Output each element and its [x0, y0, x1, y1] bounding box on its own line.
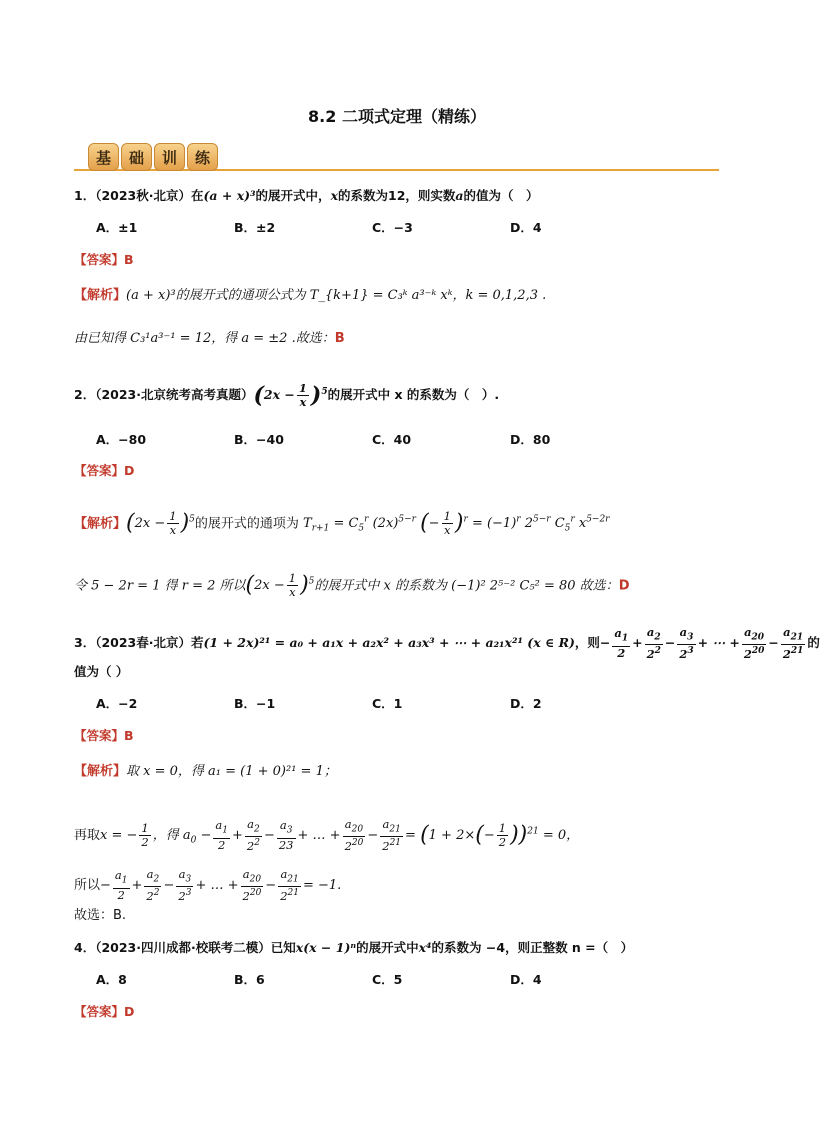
q1-option-a: A．±1 — [96, 220, 138, 235]
q4-option-c: C．5 — [372, 972, 403, 987]
banner-char-4: 练 — [187, 143, 218, 171]
q4-options — [96, 970, 716, 988]
q3-option-c: C．1 — [372, 696, 403, 711]
q3-analysis: 【解析】取 x = 0，得 a₁ = (1 + 0)²¹ = 1； — [74, 764, 337, 779]
page-title: 8.2 二项式定理（精练） — [308, 107, 486, 126]
q1-option-c: C．−3 — [372, 220, 413, 235]
q1-analysis: 【解析】(a + x)³的展开式的通项公式为 T_{k+1} = C₃ᵏ a³⁻ᵏ xᵏ，k = 0,1,2,3 . — [74, 288, 547, 303]
q1-option-b: B．±2 — [234, 220, 276, 235]
section-banner — [74, 140, 719, 174]
q4-answer: 【答案】D — [74, 1004, 135, 1019]
q3-option-a: A．−2 — [96, 696, 138, 711]
q2-options — [96, 430, 716, 448]
q3-option-d: D．2 — [510, 696, 542, 711]
q1-option-d: D．4 — [510, 220, 542, 235]
q1-options — [96, 218, 716, 236]
q2-stem: 2．（2023·北京统考高考真题）(2x − $\frac{1}{x}$ )$^5$的展开式中 x 的系数为（ ）. — [74, 381, 500, 410]
q4-option-b: B．6 — [234, 972, 265, 987]
q1-step2: 由已知得 C₃¹a³⁻¹ = 12，得 a = ±2 .故选：B — [74, 331, 345, 346]
q2-answer: 【答案】D — [74, 463, 135, 478]
q2-option-c: C．40 — [372, 432, 412, 447]
q3-stem-line2: 值为（ ） — [74, 664, 129, 679]
q3-answer: 【答案】B — [74, 728, 134, 743]
q2-analysis: 【解析】(2x − $\frac{1}{x}$ )$^5$的展开式的通项为 $T_{r+1} = C_5^r$ $(2x)^{5-r}$ (− $\frac{1}{x}$ )$^r = (-1)^r$ $2^{5-r}$ $C_5^r$ $x^{5-2r}$ — [74, 509, 610, 538]
banner-char-2: 础 — [121, 143, 152, 171]
q3-step2: 再取x = − $\frac{1}{2}$ ，得 $a_0$ − $\frac{a_1}{2}$ + $\frac{a_2}{2^2}$ − $\frac{a_3}{23}$ + … + $\frac{a_{20}}{2^{20}}$ − $\frac{a_{21}}{2^{21}}$ = (1 + 2×(− $\frac{1}{2}$ ))$^{21}$ = 0， — [74, 817, 580, 854]
q4-option-a: A．8 — [96, 972, 127, 987]
q2-option-b: B．−40 — [234, 432, 284, 447]
q3-stem: 3．（2023春·北京）若(1 + 2x)²¹ = a₀ + a₁x + a₂x² + a₃x³ + ⋯ + a₂₁x²¹ (x ∈ R)，则− $\frac{a_1}{2}$ + $\frac{a_2}{2^2}$ − $\frac{a_3}{2^3}$ + ⋯ + $\frac{a_{20}}{2^{20}}$ − $\frac{a_{21}}{2^{21}}$ 的 — [74, 625, 820, 662]
banner-char-1: 基 — [88, 143, 119, 171]
q3-step4: 故选：B. — [74, 908, 127, 923]
q2-option-a: A．−80 — [96, 432, 147, 447]
q3-option-b: B．−1 — [234, 696, 276, 711]
q1-answer: 【答案】B — [74, 252, 134, 267]
q4-stem: 4．（2023·四川成都·校联考二模）已知x(x − 1)ⁿ的展开式中x⁴的系数为 −4，则正整数 n =（ ） — [74, 940, 634, 955]
q3-step3: 所以− $\frac{a_1}{2}$ + $\frac{a_2}{2^2}$ − $\frac{a_3}{2^3}$ + … + $\frac{a_{20}}{2^{20}}$ − $\frac{a_{21}}{2^{21}}$ = −1. — [74, 867, 342, 904]
q4-option-d: D．4 — [510, 972, 542, 987]
q2-option-d: D．80 — [510, 432, 551, 447]
banner-char-3: 训 — [154, 143, 185, 171]
q3-options — [96, 694, 716, 712]
q1-stem: 1．（2023秋·北京）在(a + x)³的展开式中，x的系数为12，则实数a的值为（ ） — [74, 188, 539, 203]
q2-step2: 令 5 − 2r = 1 得 r = 2 所以(2x − $\frac{1}{x}$ )$^5$的展开式中 x 的系数为 (−1)² 2⁵⁻² C₅² = 80 故选：D — [74, 571, 630, 600]
